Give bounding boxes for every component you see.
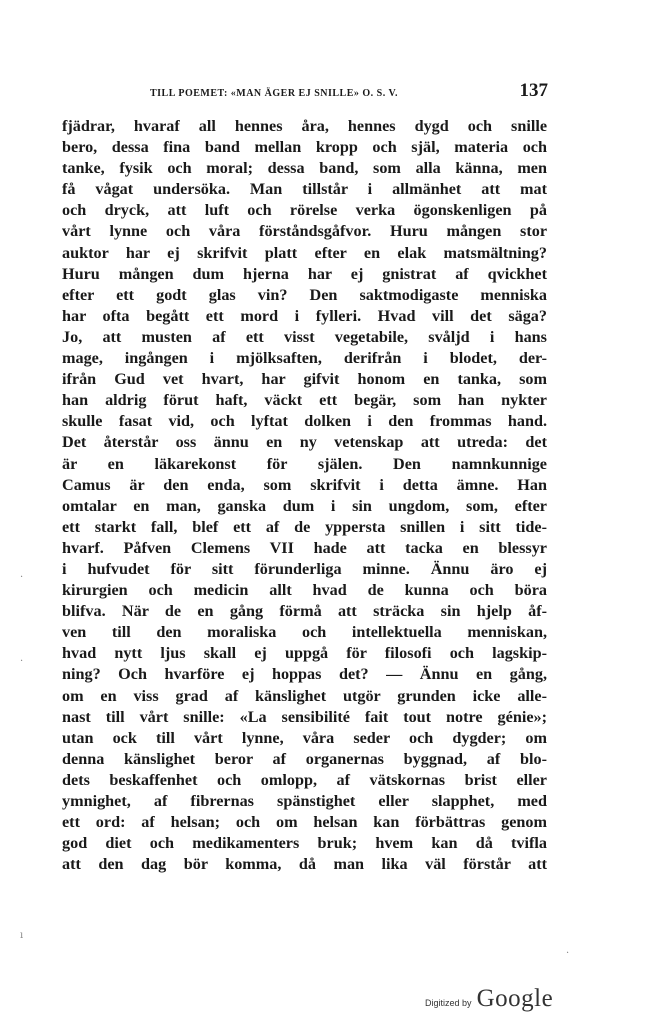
watermark-brand: Google [476, 985, 554, 1012]
text-line: hvad nytt ljus skall ej uppgå för filosofi och lagskip- [62, 644, 547, 663]
body-text [62, 116, 547, 875]
text-line: Jo, att musten af ett visst vegetabile, svåljd i hans [62, 327, 547, 346]
text-line: få vågat undersöka. Man tillstår i allmänhet att mat [62, 180, 547, 199]
text-line: om en viss grad af känslighet utgör grunden icke alle- [62, 686, 547, 705]
margin-speck: · [20, 656, 24, 667]
digitized-watermark [425, 985, 585, 1013]
text-line: utan ock till vårt lynne, våra seder och dygder; om [62, 728, 547, 747]
text-line: efter ett godt glas vin? Den saktmodigaste menniska [62, 285, 547, 304]
text-line: nast till vårt snille: «La sensibilité fait tout notre génie»; [62, 707, 547, 726]
text-line: kirurgien och medicin allt hvad de kunna och böra [62, 581, 547, 600]
margin-speck: · [566, 948, 570, 959]
margin-speck: · [20, 572, 24, 583]
text-line: vårt lynne och våra förståndsgåfvor. Huru mången stor [62, 222, 547, 241]
text-line: tanke, fysik och moral; dessa band, som alla känna, men [62, 159, 547, 178]
text-line: ett starkt fall, blef ett af de yppersta snillen i sitt tide- [62, 517, 547, 536]
text-line: dets beskaffenhet och omlopp, af vätskornas brist eller [62, 770, 547, 789]
page-number: 137 [519, 80, 548, 101]
text-line: är en läkarekonst för själen. Den namnkunnige [62, 454, 547, 473]
text-line: har ofta begått ett mord i fylleri. Hvad vill det säga? [62, 306, 547, 325]
text-line: blifva. När de en gång förmå att sträcka sin hjelp åf- [62, 602, 547, 621]
text-line: omtalar en man, ganska dum i sin ungdom, som, efter [62, 496, 547, 515]
text-line: bero, dessa fina band mellan kropp och själ, materia och [62, 138, 547, 157]
text-line: ett ord: af helsan; och om helsan kan förbättras genom [62, 813, 547, 832]
text-line: att den dag bör komma, då man lika väl förstår att [62, 855, 547, 874]
text-line: mage, ingången i mjölksaften, derifrån i blodet, der- [62, 349, 547, 368]
text-line: fjädrar, hvaraf all hennes åra, hennes dygd och snille [62, 117, 547, 135]
watermark-prefix: Digitized by [425, 998, 472, 1008]
text-line: god diet och medikamenters bruk; hvem kan då tvifla [62, 834, 547, 853]
text-line: Det återstår oss ännu en ny vetenskap att utreda: det [62, 433, 547, 452]
running-head: TILL POEMET: «MAN ÄGER EJ SNILLE» O. S. V. [150, 88, 398, 99]
text-line: ning? Och hvarföre ej hoppas det? — Ännu en gång, [62, 665, 547, 684]
text-line: ifrån Gud vet hvart, har gifvit honom en tanka, som [62, 370, 547, 389]
text-line: i hufvudet för sitt förunderliga minne. Ännu äro ej [62, 559, 547, 578]
text-line: hvarf. Påfven Clemens VII hade att tacka en blessyr [62, 538, 547, 557]
text-line: Huru mången dum hjerna har ej gnistrat af qvickhet [62, 264, 547, 283]
text-line: auktor har ej skrifvit platt efter en elak matsmältning? [62, 243, 547, 262]
margin-speck: ı [20, 930, 24, 941]
text-line: skulle fasat vid, och lyftat dolken i den frommas hand. [62, 412, 547, 431]
text-line: ven till den moraliska och intellektuella menniskan, [62, 623, 547, 642]
text-line: och dryck, att luft och rörelse verka ögonskenligen på [62, 201, 547, 220]
text-line: denna känslighet beror af organernas byggnad, af blo- [62, 749, 547, 768]
text-line: Camus är den enda, som skrifvit i detta ämne. Han [62, 475, 547, 494]
text-line: han aldrig förut haft, väckt ett begär, som han nykter [62, 391, 547, 410]
text-line: ymnighet, af fibrernas spänstighet eller slapphet, med [62, 792, 547, 810]
